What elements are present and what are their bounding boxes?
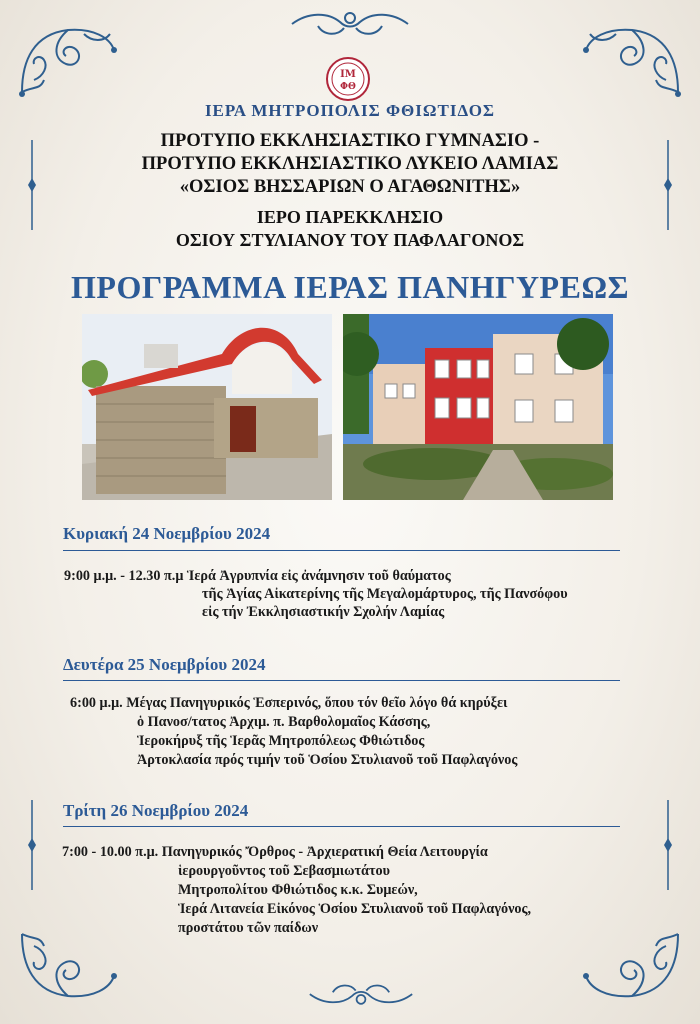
- corner-ornament-icon: [14, 926, 120, 1006]
- day-heading: Δευτέρα 25 Νοεμβρίου 2024: [63, 655, 266, 674]
- divider: [63, 550, 620, 551]
- chapel-line: ΙΕΡΟ ΠΑΡΕΚΚΛΗΣΙΟ: [256, 207, 444, 227]
- svg-text:ΦΘ: ΦΘ: [340, 82, 356, 92]
- school-building-photo: [343, 314, 613, 500]
- school-line: ΠΡΟΤΥΠΟ ΕΚΚΛΗΣΙΑΣΤΙΚΟ ΓΥΜΝΑΣΙΟ -: [160, 131, 540, 151]
- event-line: Μητροπολίτου Φθιώτιδος κ.κ. Συμεών,: [178, 882, 418, 898]
- scroll-ornament-icon: [288, 6, 412, 40]
- scroll-ornament-icon: [306, 980, 416, 1010]
- day-heading: Κυριακή 24 Νοεμβρίου 2024: [63, 524, 271, 543]
- event-line: 9:00 μ.μ. - 12.30 π.μ Ἱερά Ἀγρυπνία εἰς ἀνάμνησιν τοῦ θαύματος: [64, 568, 451, 584]
- event-line: Ἱερά Λιτανεία Εἰκόνος Ὁσίου Στυλιανοῦ τοῦ Παφλαγόνος,: [178, 901, 532, 917]
- school-line: «ΟΣΙΟΣ ΒΗΣΣΑΡΙΩΝ Ο ΑΓΑΘΩΝΙΤΗΣ»: [179, 177, 521, 197]
- divider: [63, 826, 620, 827]
- event-line: τῆς Ἁγίας Αἰκατερίνης τῆς Μεγαλομάρτυρος, τῆς Πανσόφου: [202, 586, 568, 602]
- svg-text:ΙΜ: ΙΜ: [340, 69, 356, 80]
- side-ornament-icon: [664, 800, 672, 890]
- corner-ornament-icon: [580, 926, 686, 1006]
- page-title: ΠΡΟΓΡΑΜΜΑ ΙΕΡΑΣ ΠΑΝΗΓΥΡΕΩΣ: [71, 269, 629, 305]
- event-line: 6:00 μ.μ. Μέγας Πανηγυρικός Ἑσπερινός, ὅπου τόν θεῖο λόγο θά κηρύξει: [70, 695, 508, 711]
- event-line: Ἱεροκήρυξ τῆς Ἱερᾶς Μητροπόλεως Φθιώτιδος: [137, 733, 425, 749]
- event-line: Ἀρτοκλασία πρός τιμήν τοῦ Ὁσίου Στυλιανοῦ τοῦ Παφλαγόνος: [137, 752, 518, 768]
- corner-ornament-icon: [14, 20, 120, 100]
- corner-ornament-icon: [580, 20, 686, 100]
- chapel-photo: [82, 314, 332, 500]
- side-ornament-icon: [28, 800, 36, 890]
- day-heading: Τρίτη 26 Νοεμβρίου 2024: [63, 801, 249, 820]
- divider: [63, 680, 620, 681]
- event-line: 7:00 - 10.00 π.μ. Πανηγυρικός Ὄρθρος - Ἀρχιερατική Θεία Λειτουργία: [62, 844, 488, 860]
- metropolis-seal-icon: [325, 56, 371, 102]
- metropolis-name: ΙΕΡΑ ΜΗΤΡΟΠΟΛΙΣ ΦΘΙΩΤΙΔΟΣ: [204, 101, 496, 120]
- school-name: [0, 130, 700, 199]
- event-line: εἰς τήν Ἐκκλησιαστικήν Σχολήν Λαμίας: [202, 604, 445, 620]
- event-line: ἱερουργοῦντος τοῦ Σεβασμιωτάτου: [178, 863, 390, 879]
- school-line: ΠΡΟΤΥΠΟ ΕΚΚΛΗΣΙΑΣΤΙΚΟ ΛΥΚΕΙΟ ΛΑΜΙΑΣ: [141, 154, 559, 174]
- event-line: προστάτου τῶν παίδων: [178, 920, 319, 936]
- chapel-name: [0, 206, 700, 252]
- chapel-line: ΟΣΙΟΥ ΣΤΥΛΙΑΝΟΥ ΤΟΥ ΠΑΦΛΑΓΟΝΟΣ: [175, 230, 525, 250]
- event-line: ὁ Πανοσ/τατος Ἀρχιμ. π. Βαρθολομαῖος Κάσσης,: [137, 714, 431, 730]
